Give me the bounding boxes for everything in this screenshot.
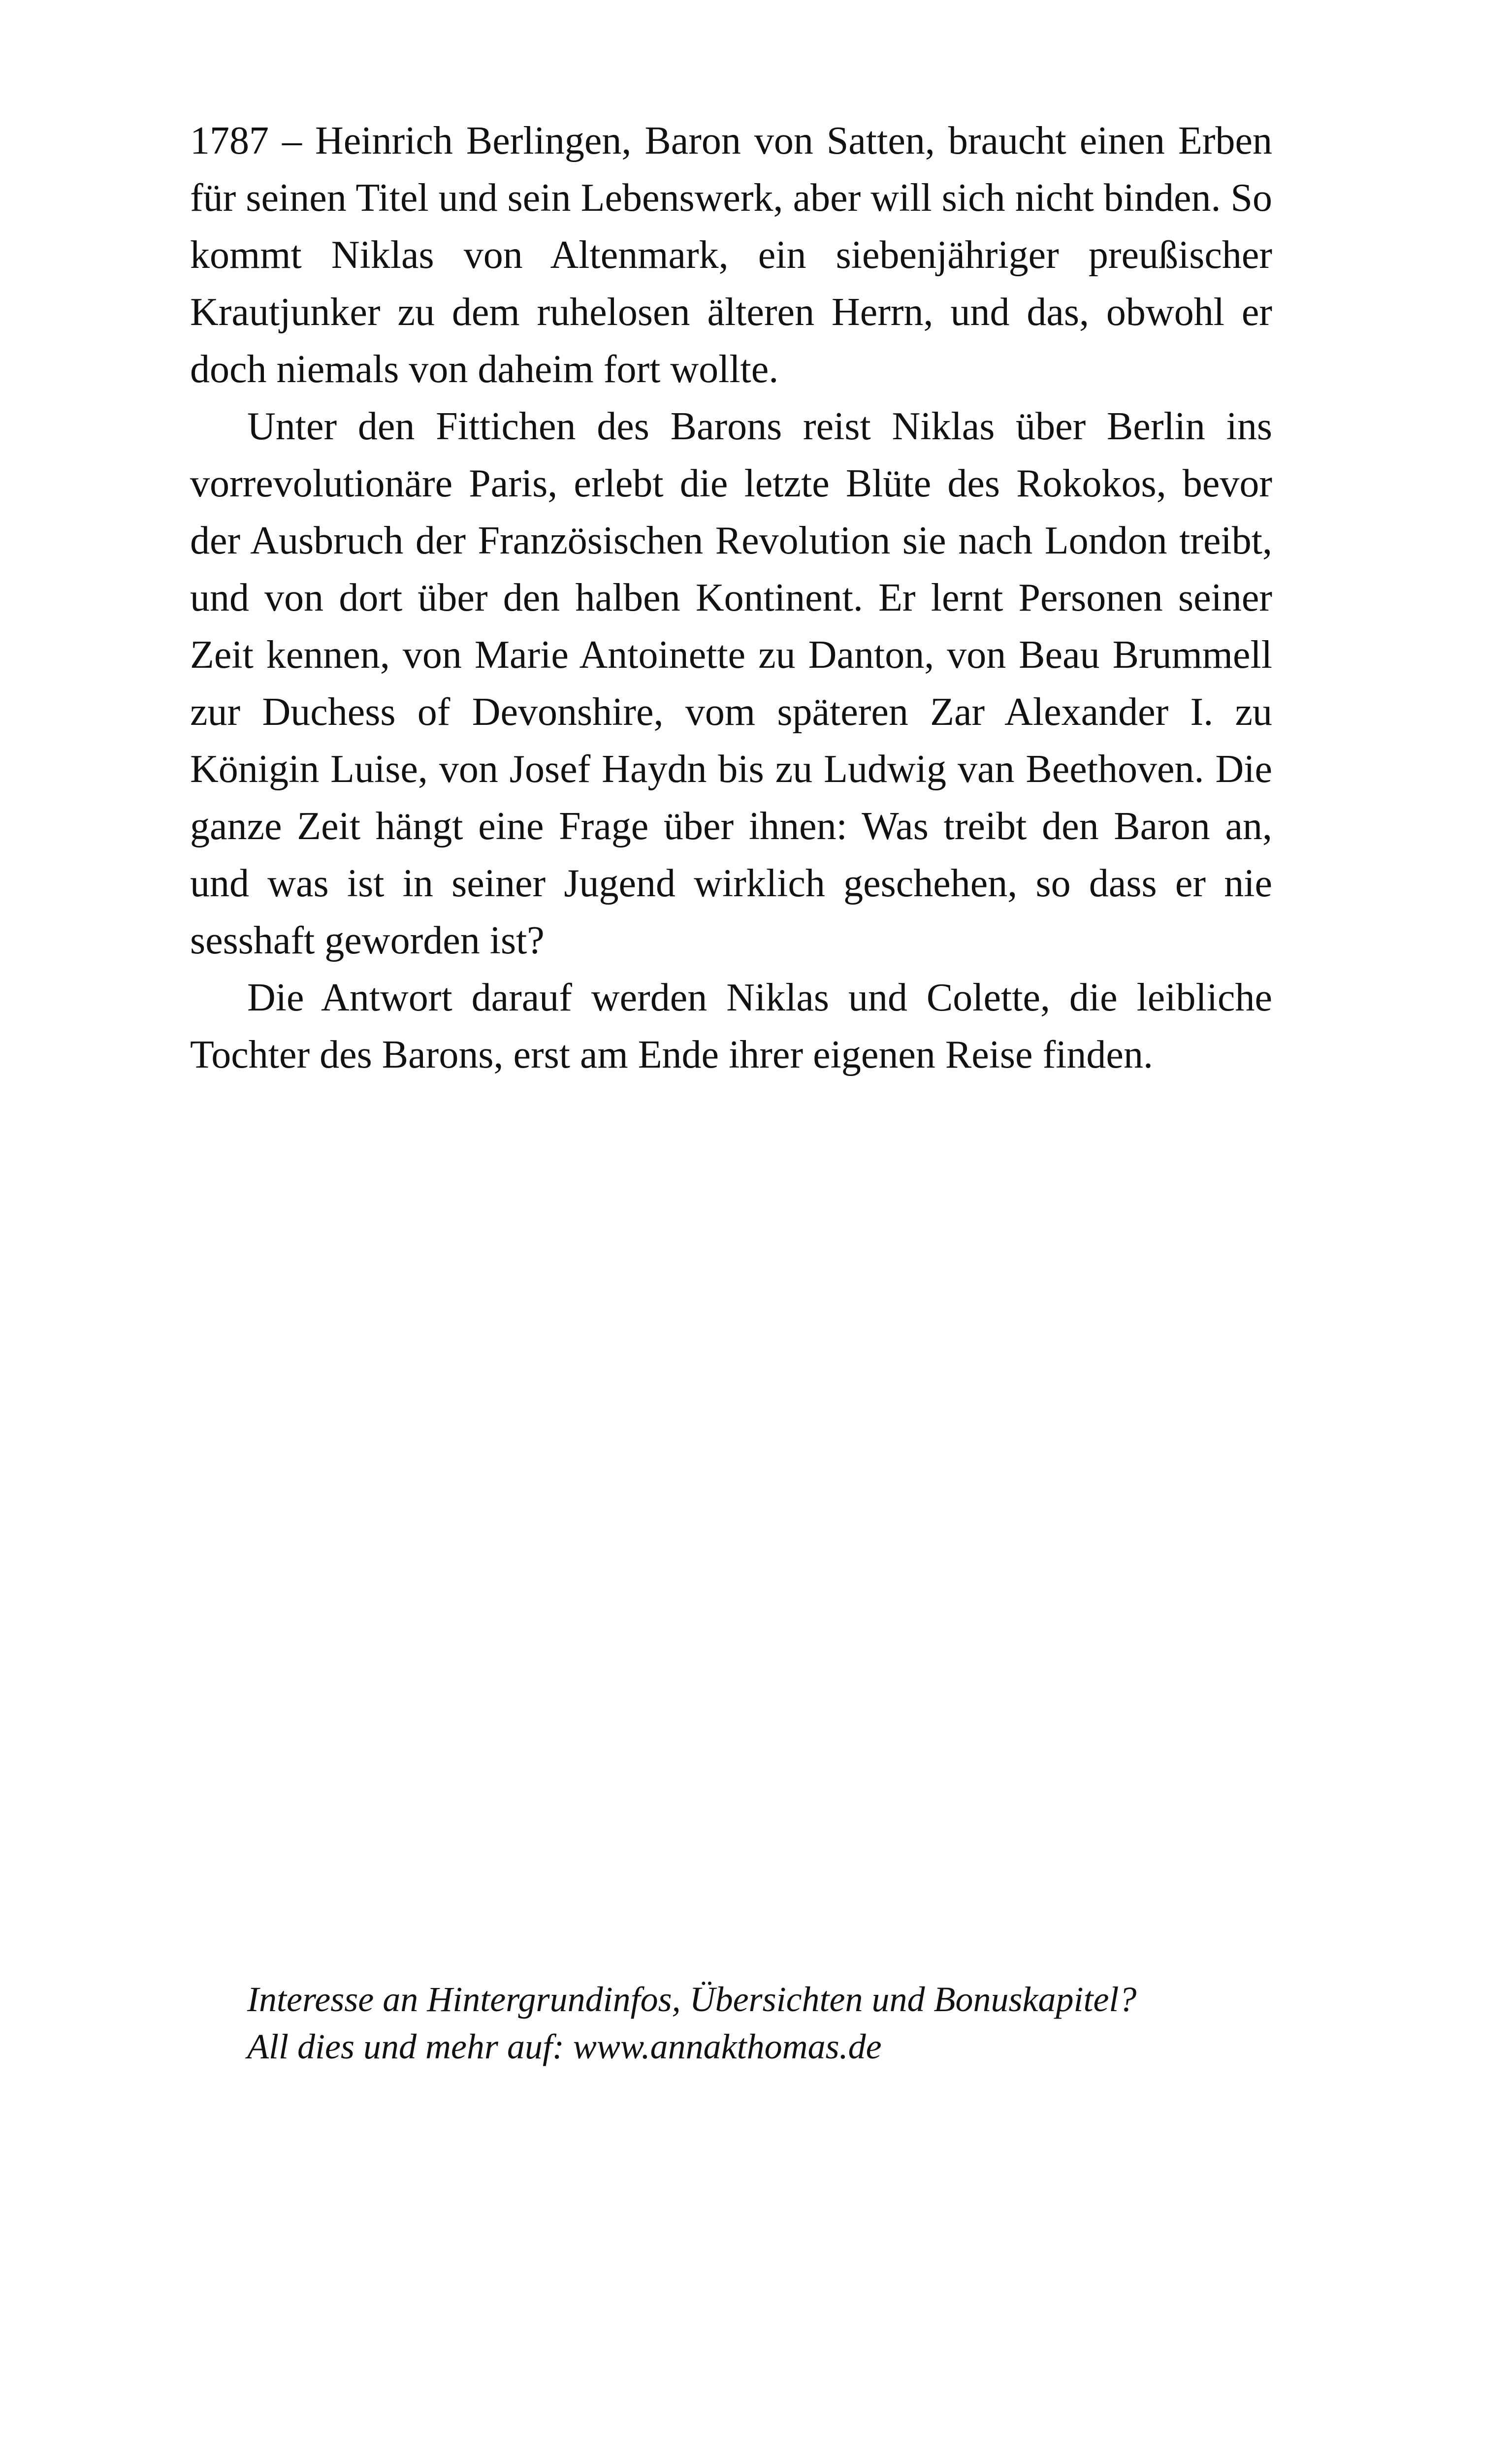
promo-question: Interesse an Hintergrundinfos, Übersichten und Bonuskapitel? (247, 1980, 1137, 2019)
paragraph-intro: 1787 – Heinrich Berlingen, Baron von Satten, braucht einen Erben für seinen Titel und sein Lebenswerk, aber will sich nicht binden. So kommt Niklas von Altenmark, ein siebenjähriger preußischer Krautjunker zu dem ruhelosen älteren Herrn, und das, obwohl er doch niemals von daheim fort wollte. (190, 119, 1272, 391)
paragraph-answer: Die Antwort darauf werden Niklas und Colette, die leibliche Tochter des Barons, erst am Ende ihrer eigenen Reise finden. (190, 976, 1272, 1076)
promo-website: All dies und mehr auf: www.annakthomas.de (247, 2027, 882, 2066)
blurb-text (190, 112, 1272, 1083)
website-promo (247, 1976, 1330, 2070)
paragraph-journey: Unter den Fittichen des Barons reist Niklas über Berlin ins vorrevolutionäre Paris, erlebt die letzte Blüte des Rokokos, bevor der Ausbruch der Französischen Revolution sie nach London treibt, und von dort über den halben Kontinent. Er lernt Personen seiner Zeit kennen, von Marie Antoinette zu Danton, von Beau Brummell zur Duchess of Devonshire, vom späteren Zar Alexander I. zu Königin Luise, von Josef Haydn bis zu Ludwig van Beethoven. Die ganze Zeit hängt eine Frage über ihnen: Was treibt den Baron an, und was ist in seiner Jugend wirklich geschehen, so dass er nie sesshaft geworden ist? (190, 405, 1272, 962)
